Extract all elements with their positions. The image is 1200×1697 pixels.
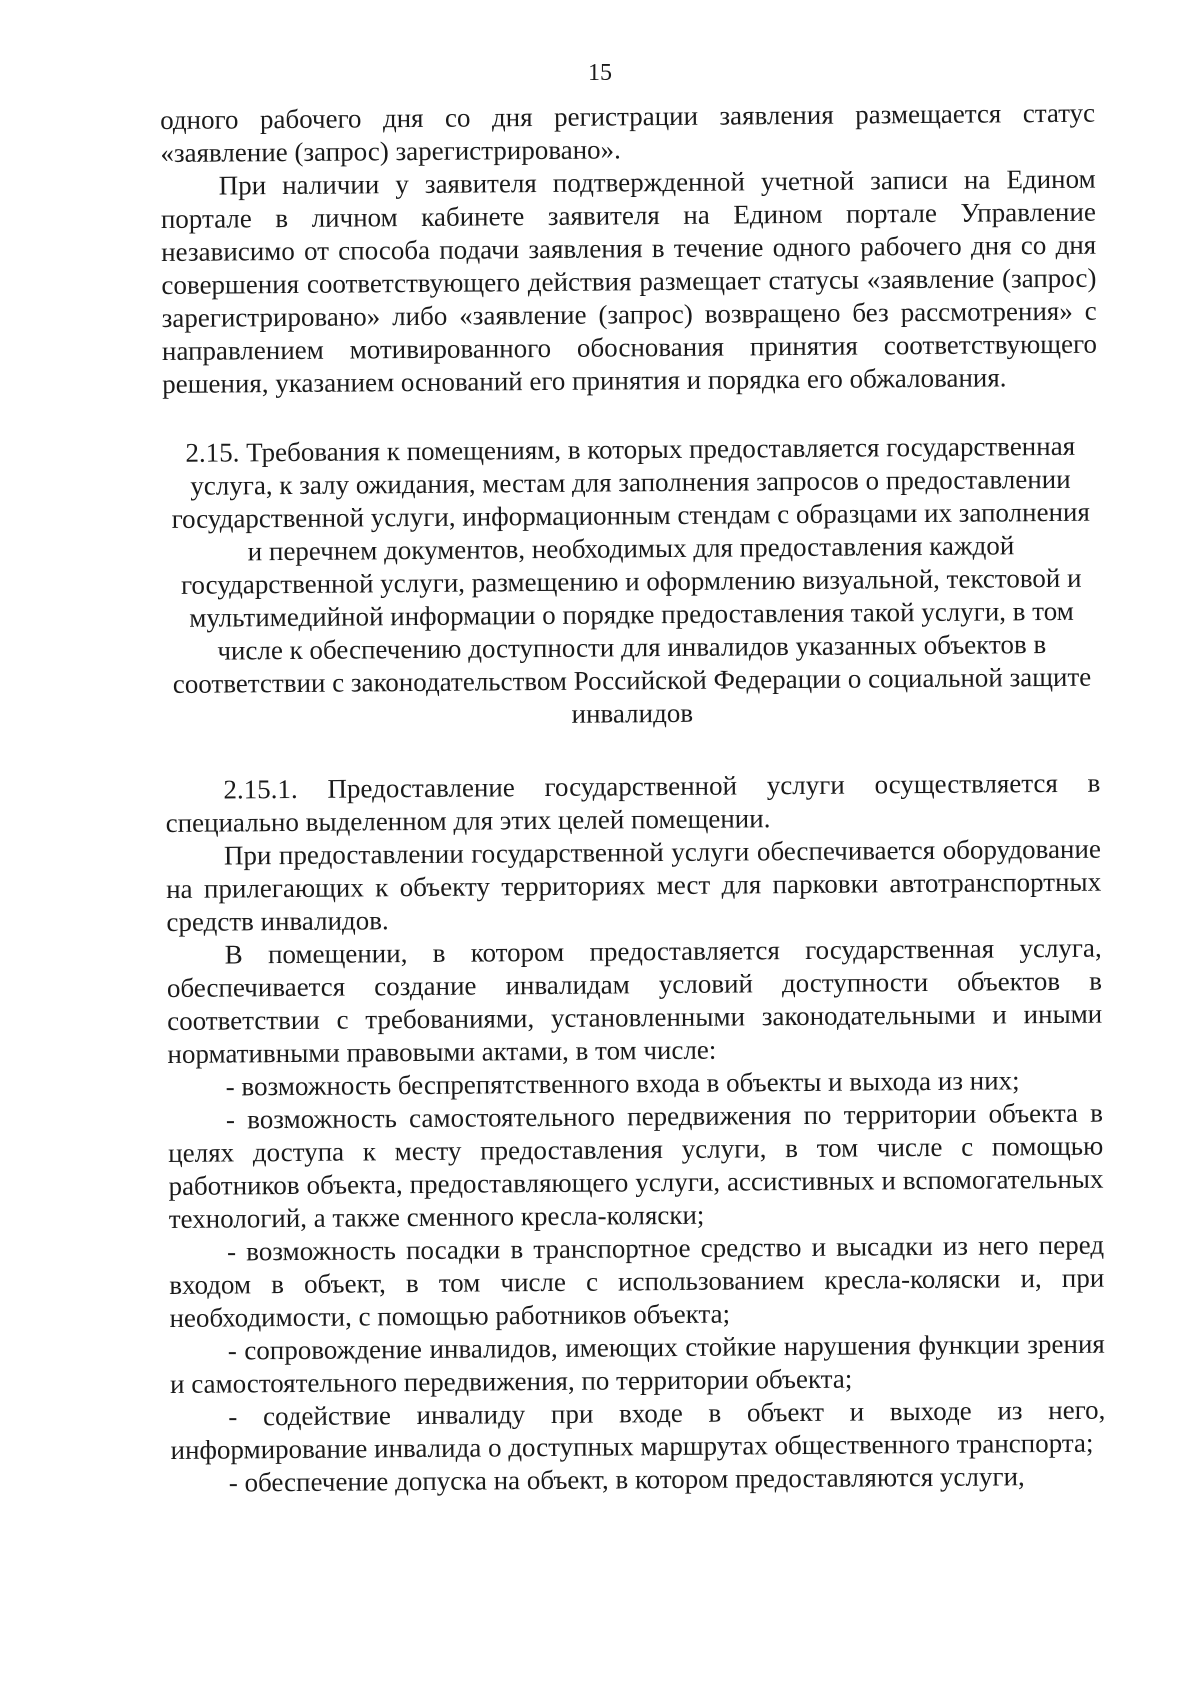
list-item: - возможность самостоятельного передвижения по территории объекта в целях доступа к месту предоставления услуги, в том числе с помощью работников объекта, предоставляющего услуги, ассистивных и вспомогательных технологий, а также сменного кресла-коляски; [168, 1097, 1104, 1234]
document-body [160, 97, 1106, 1500]
list-item: - сопровождение инвалидов, имеющих стойкие нарушения функции зрения и самостоятельного передвижения, по территории объекта; [169, 1328, 1105, 1399]
paragraph-continuation: одного рабочего дня со дня регистрации заявления размещается статус «заявление (запрос) зарегистрировано». [160, 97, 1096, 168]
paragraph-accessibility-conditions: В помещении, в котором предоставляется государственная услуга, обеспечивается создание инвалидам условий доступности объектов в соответствии с требованиями, установленными законодательными и иными нормативными правовыми актами, в том числе: [166, 932, 1103, 1069]
list-item: - обеспечение допуска на объект, в котором предоставляются услуги, [228, 1461, 1025, 1498]
paragraph-status-portal: При наличии у заявителя подтвержденной учетной записи на Едином портале в личном кабинете заявителя на Едином портале Управление независимо от способа подачи заявления в течение одного рабочего дня со дня совершения соответствующего действия размещает статусы «заявление (запрос) зарегистрировано» либо «заявление (запрос) возвращено без рассмотрения» с направлением мотивированного обоснования принятия соответствующего решения, указанием оснований его принятия и порядка его обжалования. [160, 163, 1098, 399]
section-heading: 2.15. Требования к помещениям, в которых предоставляется государственная услуга, к залу ожидания, местам для заполнения запросов о предоставлении государственной услуги, информационным стендам с образцами их заполнения и перечнем документов, необходимых для предоставления каждой государственной услуги, размещению и оформлению визуальной, текстовой и мультимедийной информации о порядке предоставления такой услуги, в том числе к обеспечению доступности для инвалидов указанных объектов в соответствии с законодательством Российской Федерации о социальной защите инвалидов [171, 430, 1092, 729]
page-number: 15 [588, 60, 612, 86]
list-item: - содействие инвалиду при входе в объект и выходе из него, информирование инвалида о доступных маршрутах общественного транспорта; [170, 1394, 1106, 1465]
paragraph-parking: При предоставлении государственной услуги обеспечивается оборудование на прилегающих к объекту территориях мест для парковки автотранспортных средств инвалидов. [166, 833, 1102, 937]
list-item: - возможность беспрепятственного входа в объекты и выхода из них; [225, 1065, 1020, 1102]
paragraph-2-15-1: 2.15.1. Предоставление государственной услуги осуществляется в специально выделенном для этих целей помещении. [165, 767, 1101, 838]
list-item: - возможность посадки в транспортное средство и высадки из него перед входом в объект, в том числе с использованием кресла-коляски и, при необходимости, с помощью работников объекта; [169, 1229, 1105, 1333]
